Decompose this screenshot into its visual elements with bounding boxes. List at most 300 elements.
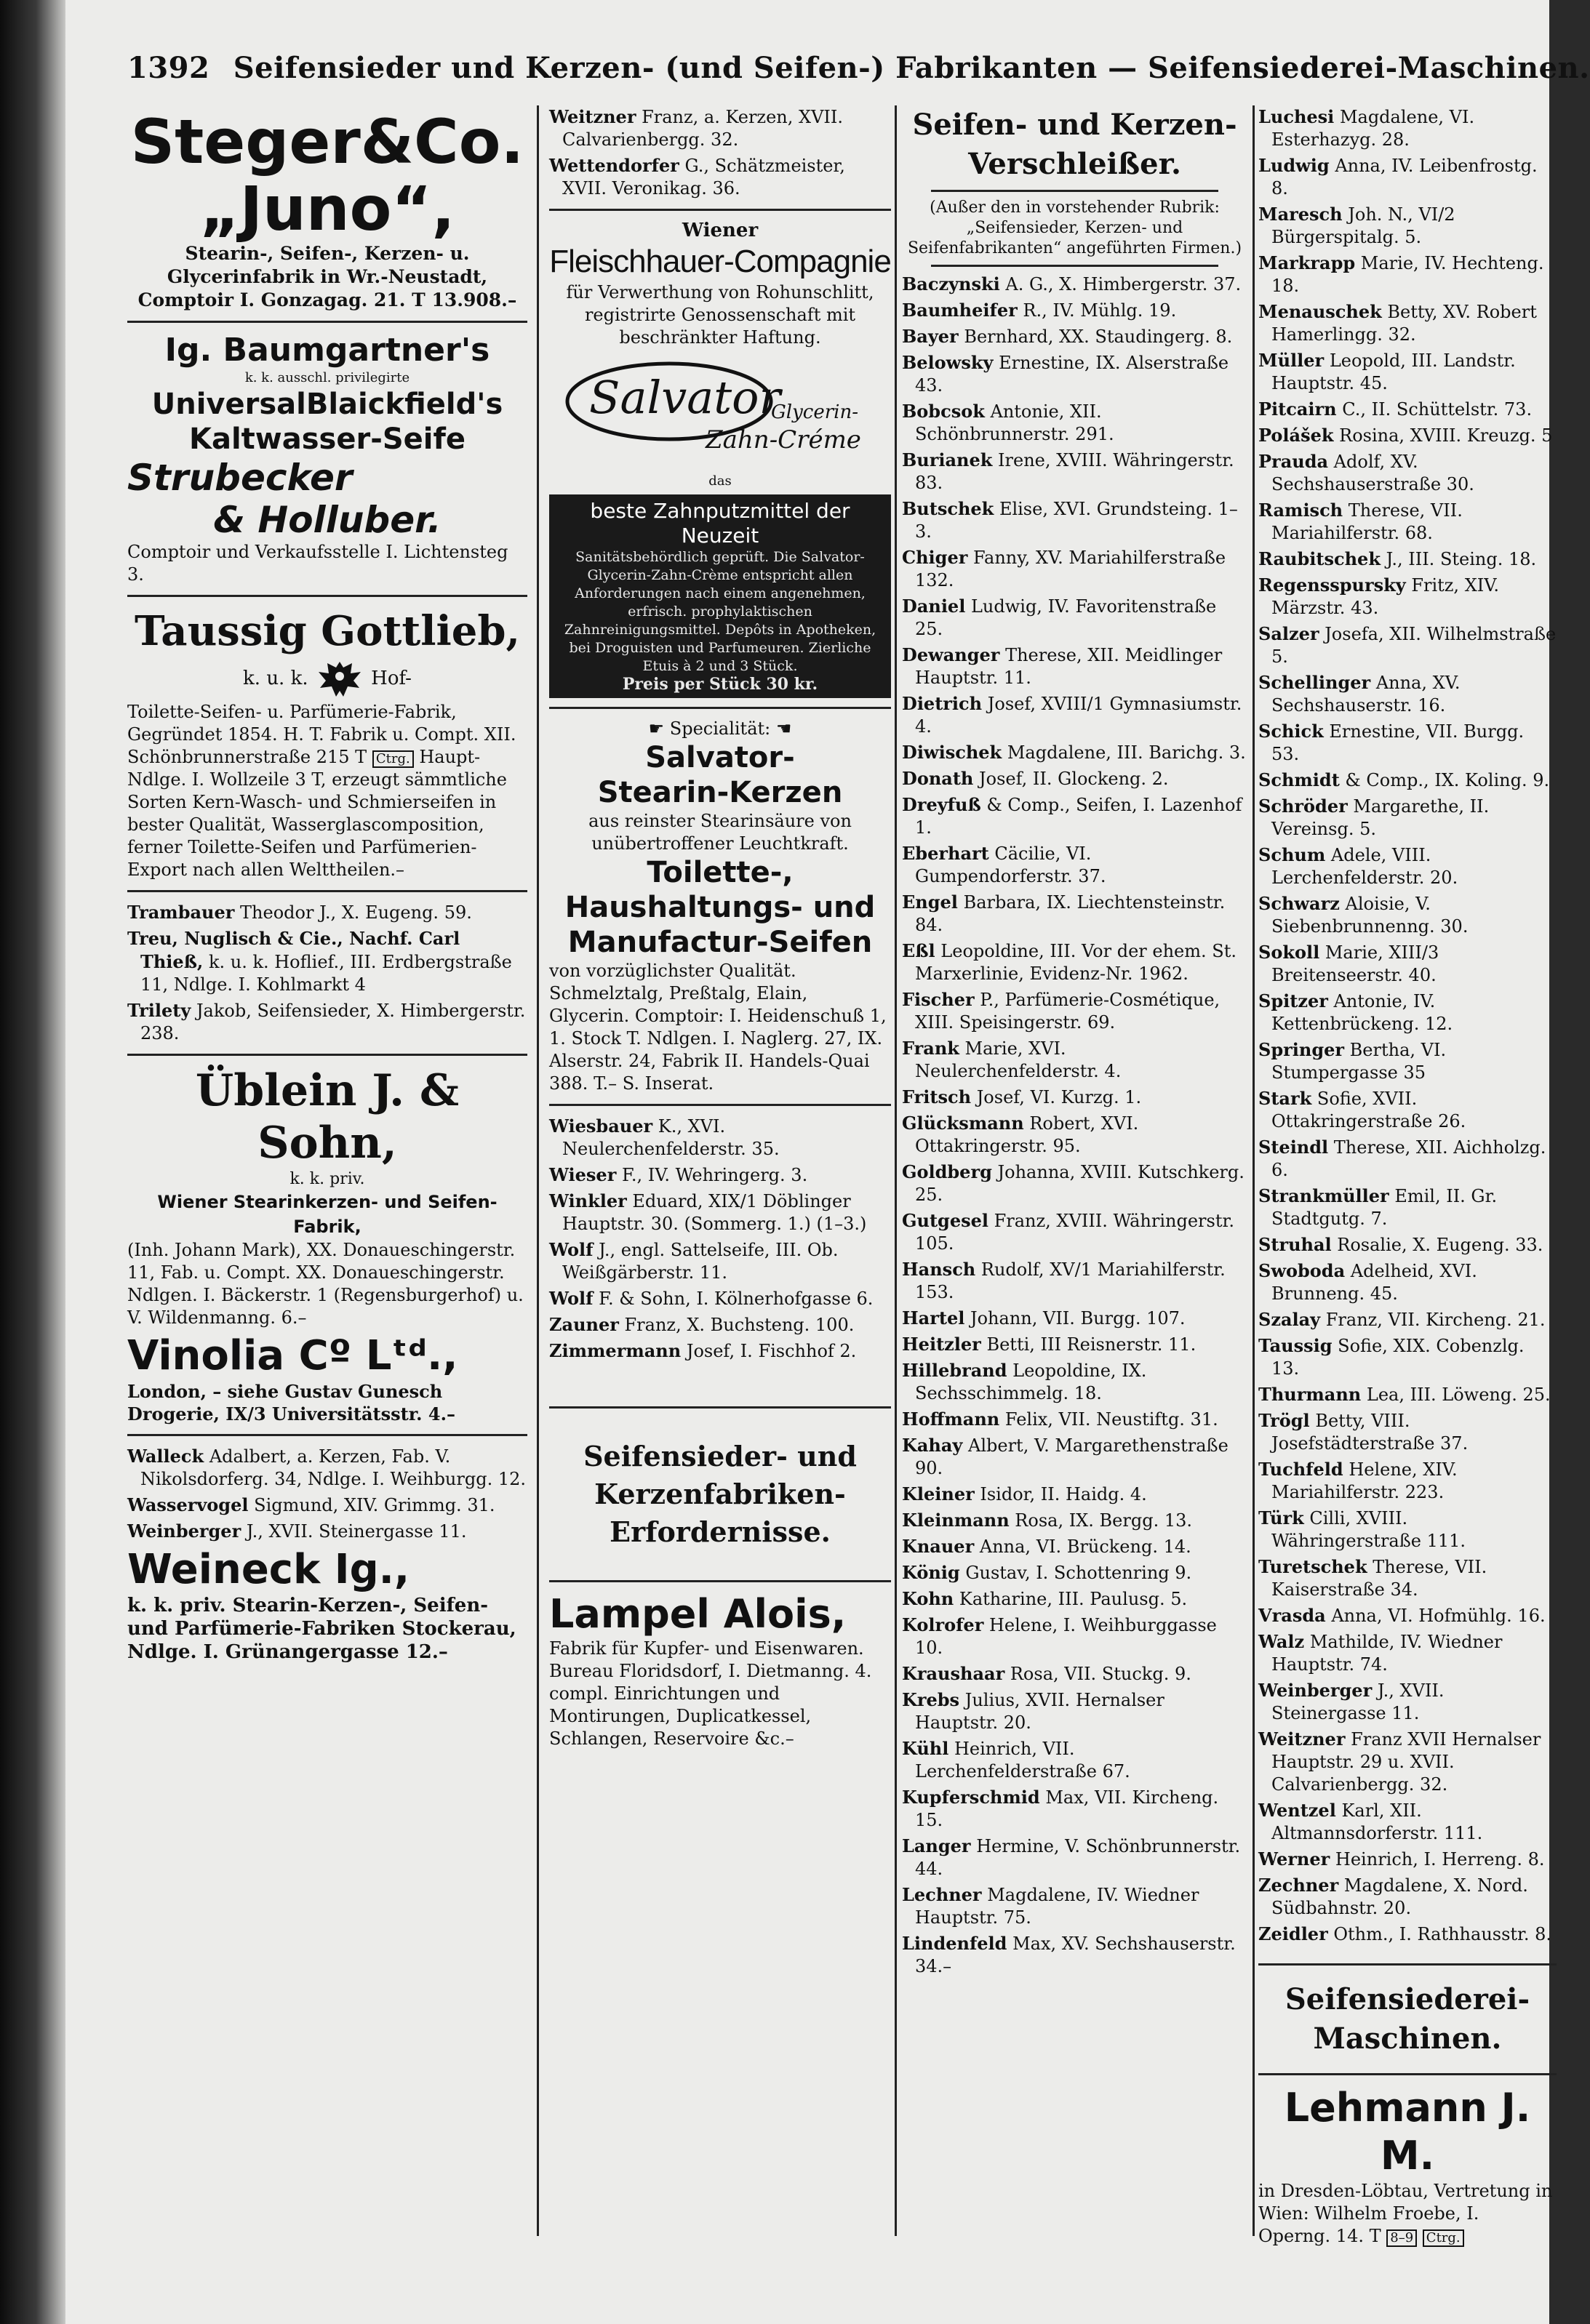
entry-address: Othm., I. Rathhausstr. 8. [1333, 1924, 1552, 1944]
entry-address: Helene, I. Weihburggasse 10. [915, 1615, 1217, 1658]
list-item: Wettendorfer G., Schätzmeister, XVII. Veronikag. 36. [549, 155, 845, 199]
entry-name: Springer [1258, 1039, 1345, 1060]
entry-address: Betty, VIII. Josefstädterstraße 37. [1271, 1411, 1469, 1454]
entry-address: Helene, XIV. Mariahilferstr. 223. [1271, 1459, 1458, 1502]
entry-address: Leopoldine, III. Vor der ehem. St. Marxerlinie, Evidenz-Nr. 1962. [915, 941, 1237, 984]
list-item [1258, 1630, 1557, 1676]
list-item [1258, 892, 1557, 938]
list-item [902, 644, 1247, 689]
entry-address: Rosalie, X. Eugeng. 33. [1337, 1235, 1543, 1255]
entry-name: Hoffmann [902, 1409, 1000, 1430]
entry-address: Heinrich, I. Herreng. 8. [1335, 1849, 1545, 1870]
entry-address: Bernhard, XX. Staudingerg. 8. [964, 326, 1233, 347]
entry-name: Spitzer [1258, 990, 1328, 1011]
ad-baumgartner [127, 332, 527, 586]
divider [931, 265, 1218, 267]
salvator-info-box [549, 494, 891, 698]
salvator-das: das [708, 473, 732, 489]
entry-name: Bayer [902, 326, 959, 347]
entry-name: Zechner [1258, 1875, 1339, 1896]
list-item [1258, 622, 1557, 668]
ad-lampel [549, 1591, 891, 1750]
entry-name: Baumheifer [902, 300, 1018, 321]
entry-name: Tuchfeld [1258, 1459, 1343, 1480]
list-item [902, 299, 1247, 322]
list-item [902, 1835, 1247, 1880]
entry-address: & Comp., IX. Koling. 9. [1345, 770, 1550, 790]
ad-specialty [549, 718, 891, 1095]
list-item: Zauner Franz, X. Buchsteng. 100. [549, 1314, 855, 1335]
entry-name: Stark [1258, 1088, 1312, 1109]
entry-address: Cäcilie, VI. Gumpendorferstr. 37. [915, 844, 1106, 886]
divider [127, 595, 527, 597]
entry-address: Rosa, IX. Bergg. 13. [1015, 1510, 1192, 1531]
list-item [1258, 1458, 1557, 1504]
telephone-badge: 8–9 [1386, 2229, 1417, 2247]
entry-address: Max, VII. Kircheng. 15. [915, 1787, 1219, 1830]
entry-address: Leopoldine, IX. Sechsschimmelg. 18. [915, 1361, 1147, 1403]
entry-name: Goldberg [902, 1161, 992, 1182]
list-item [1258, 1259, 1557, 1305]
entry-address: Betty, XV. Robert Hamerlingg. 32. [1271, 302, 1537, 345]
weineck-desc: k. k. priv. Stearin-Kerzen-, Seifen- und Parfümerie-Fabriken Stockerau, Ndlge. I. Grünangergasse 12.– [127, 1595, 516, 1663]
list-item [902, 325, 1247, 348]
divider [549, 1104, 891, 1106]
entry-address: Aloisie, V. Siebenbrunnenng. 30. [1271, 894, 1469, 937]
entry-name: Regensspursky [1258, 574, 1406, 596]
page-title: Seifensieder und Kerzen- (und Seifen-) Fabrikanten — Seifensiederei-Maschinen. [233, 51, 1590, 85]
entry-name: Kraushaar [902, 1663, 1005, 1684]
section-heading-verschleisser: Seifen- und Kerzen-Verschleißer. [912, 108, 1237, 181]
list-item [1258, 1409, 1557, 1455]
entry-address: Josef, II. Glockeng. 2. [979, 769, 1169, 789]
list-item [902, 1688, 1247, 1734]
entry-name: Ludwig [1258, 155, 1330, 176]
baumgartner-desc: Comptoir und Verkaufsstelle I. Lichtensteg 3. [127, 542, 508, 585]
divider [549, 1406, 891, 1409]
list-item: Weinberger J., XVII. Steinergasse 11. [127, 1520, 467, 1542]
list-item [902, 793, 1247, 839]
entry-name: Trögl [1258, 1410, 1310, 1431]
list-item: Wasservogel Sigmund, XIV. Grimmg. 31. [127, 1494, 495, 1515]
telephone-badge: Ctrg. [372, 750, 414, 768]
list-item [1258, 1604, 1557, 1627]
list-item [1258, 1334, 1557, 1380]
special-text1: aus reinster Stearinsäure von unübertroffener Leuchtkraft. [588, 811, 852, 854]
list-item [902, 988, 1247, 1034]
entry-address: Heinrich, VII. Lerchenfelderstraße 67. [915, 1739, 1130, 1782]
entry-name: Struhal [1258, 1234, 1332, 1255]
lehmann-name: Lehmann J. M. [1284, 2085, 1531, 2179]
entry-name: Taussig [1258, 1335, 1333, 1356]
page-number: 1392 [127, 51, 210, 85]
weineck-name: Weineck Ig., [127, 1546, 410, 1593]
special-line2: Stearin-Kerzen [597, 776, 843, 809]
list-item [1258, 1848, 1557, 1871]
entry-name: Szalay [1258, 1309, 1321, 1330]
entry-name: Eßl [902, 940, 935, 961]
entry-address: Isidor, II. Haidg. 4. [980, 1484, 1147, 1504]
list-item [1258, 1507, 1557, 1552]
divider [549, 707, 891, 709]
salvator-box-text: Sanitätsbehördlich geprüft. Die Salvator-Glycerin-Zahn-Crème entspricht allen Anforderungen nach einem angenehmen, erfrisch. prophylaktischen Zahnreinigungsmittel. Depôts in Apotheken, bei Droguisten und Parfumeuren. Zierliche Etuis à 2 und 3 Stück. [564, 549, 876, 674]
entry-address: Lea, III. Löweng. 25. [1366, 1385, 1551, 1405]
entry-address: Josef, VI. Kurzg. 1. [976, 1087, 1142, 1107]
entry-name: Walz [1258, 1631, 1305, 1652]
fleisch-name: Fleischhauer-Compagnie [549, 244, 891, 279]
list-item [1258, 574, 1557, 620]
list-item [902, 692, 1247, 738]
entry-name: Schwarz [1258, 893, 1340, 914]
list-item: Wiesbauer K., XVI. Neulerchenfelderstr. 35. [549, 1115, 780, 1159]
entry-address: Josef, XVIII/1 Gymnasiumstr. 4. [915, 694, 1242, 737]
entry-name: Pitcairn [1258, 398, 1337, 420]
list-item: Treu, Nuglisch & Cie., Nachf. Carl Thieß, k. u. k. Hoflief., III. Erdbergstraße 11, Ndlge. I. Kohlmarkt 4 [127, 928, 512, 995]
entry-name: Sokoll [1258, 942, 1320, 963]
entry-address: Robert, XVI. Ottakringerstr. 95. [915, 1113, 1139, 1156]
entry-name: Dewanger [902, 644, 1000, 665]
list-item [902, 1333, 1247, 1356]
entry-address: Rudolf, XV/1 Mariahilferstr. 153. [915, 1259, 1226, 1302]
entry-address: Adolf, XV. Sechshauserstraße 30. [1271, 452, 1474, 494]
entry-address: Marie, XIII/3 Breitenseerstr. 40. [1271, 942, 1439, 985]
list-item [902, 1483, 1247, 1506]
list-item [902, 1161, 1247, 1206]
entry-name: Kohn [902, 1588, 954, 1609]
entry-address: Karl, XII. Altmannsdorferstr. 111. [1271, 1800, 1483, 1843]
entry-name: Kleinmann [902, 1510, 1010, 1531]
lampel-name: Lampel Alois, [549, 1591, 847, 1637]
entry-name: Weinberger [1258, 1680, 1373, 1701]
entry-address: Antonie, XII. Schönbrunnerstr. 291. [915, 401, 1114, 444]
entry-address: Barbara, IX. Liechtensteinstr. 84. [915, 892, 1226, 935]
entry-name: Schellinger [1258, 672, 1371, 693]
entry-address: A. G., X. Himbergerstr. 37. [1005, 274, 1242, 294]
entry-address: Therese, VII. Kaiserstraße 34. [1271, 1557, 1487, 1600]
entries-col3 [902, 273, 1247, 1978]
list-item [1258, 252, 1557, 297]
entry-address: Anna, VI. Hofmühlg. 16. [1331, 1606, 1546, 1626]
entry-name: Belowsky [902, 352, 994, 373]
taussig-suffix: Hof- [371, 668, 412, 689]
entry-address: Antonie, IV. Kettenbrückeng. 12. [1271, 991, 1453, 1034]
section-note: (Außer den in vorstehender Rubrik: „Seifensieder, Kerzen- und Seifenfabrikanten“ angeführten Firmen.) [907, 199, 1242, 257]
entry-address: C., II. Schüttelstr. 73. [1342, 399, 1533, 420]
list-item: Trilety Jakob, Seifensieder, X. Himbergerstr. 238. [127, 1000, 526, 1043]
list-item [902, 891, 1247, 937]
entry-name: Lechner [902, 1884, 982, 1905]
entry-name: Dietrich [902, 693, 983, 714]
column-3 [902, 105, 1247, 2236]
entry-name: Langer [902, 1835, 971, 1856]
entry-address: Emil, II. Gr. Stadtgutg. 7. [1271, 1186, 1498, 1229]
list-item [1258, 720, 1557, 766]
list-item [1258, 990, 1557, 1035]
entry-name: Glücksmann [902, 1113, 1024, 1134]
list-item [902, 1737, 1247, 1783]
entry-name: Bobcsok [902, 401, 985, 422]
list-item [902, 273, 1247, 296]
entry-name: Kahay [902, 1435, 963, 1456]
steger-name: Steger&Co. [130, 106, 524, 177]
list-item [902, 1535, 1247, 1558]
taussig-desc2-text: Haupt-Ndlge. I. Wollzeile 3 T, erzeugt sämmtliche Sorten Kern-Wasch- und Schmierseifen in bester Qualität, Wasserglascomposition, ferner Toilette-Seifen und Parfümerien-Export nach allen Welttheilen.– [127, 747, 507, 880]
list-item [902, 1408, 1247, 1431]
entry-name: Prauda [1258, 451, 1329, 472]
entry-name: Vrasda [1258, 1605, 1326, 1626]
salvator-box-title: beste Zahnputzmittel der Neuzeit [590, 499, 850, 548]
salvator-sub2: Zahn-Créme [706, 425, 861, 454]
entry-address: Max, XV. Sechshauserstr. 34.– [915, 1934, 1236, 1976]
lampel-desc: Fabrik für Kupfer- und Eisenwaren. Bureau Floridsdorf, I. Dietmanng. 4. compl. Einrichtungen und Montirungen, Duplicatkessel, Schlangen, Reservoire &c.– [549, 1638, 872, 1749]
entry-address: P., Parfümerie-Cosmétique, XIII. Speisingerstr. 69. [915, 990, 1221, 1033]
list-item [902, 1614, 1247, 1659]
section-heading-maschinen: Seifensiederei-Maschinen. [1285, 1982, 1530, 2056]
pointing-hand-icon: ☚ [775, 718, 792, 739]
list-item [902, 1509, 1247, 1532]
entry-address: Therese, XII. Meidlinger Hauptstr. 11. [915, 645, 1223, 688]
list-item [1258, 795, 1557, 841]
list-item: Zimmermann Josef, I. Fischhof 2. [549, 1340, 857, 1361]
entry-name: Gutgesel [902, 1210, 988, 1231]
entry-address: Mathilde, IV. Wiedner Hauptstr. 74. [1271, 1632, 1503, 1675]
entry-address: Marie, XVI. Neulerchenfelderstr. 4. [915, 1038, 1122, 1081]
entry-address: Magdalene, IV. Wiedner Hauptstr. 75. [915, 1885, 1199, 1928]
book-binding-shadow [0, 0, 65, 2324]
entry-name: König [902, 1562, 960, 1583]
list-item [1258, 154, 1557, 200]
list-item [1258, 1799, 1557, 1845]
entry-name: Steindl [1258, 1137, 1329, 1158]
column-rule [1253, 105, 1255, 2236]
entry-name: Ramisch [1258, 500, 1343, 521]
entry-name: Kolrofer [902, 1614, 984, 1635]
list-item [902, 939, 1247, 985]
vinolia-desc: London, – siehe Gustav Gunesch Drogerie, IX/3 Universitätsstr. 4.– [127, 1381, 455, 1425]
list-item [1258, 1087, 1557, 1133]
ublein-factory: Wiener Stearinkerzen- und Seifen-Fabrik, [157, 1192, 498, 1237]
entry-address: R., IV. Mühlg. 19. [1023, 300, 1177, 321]
entry-name: Raubitschek [1258, 548, 1381, 569]
entry-address: Leopold, III. Landstr. Hauptstr. 45. [1271, 350, 1516, 393]
entry-name: Müller [1258, 350, 1325, 371]
list-item: Wolf F. & Sohn, I. Kölnerhofgasse 6. [549, 1288, 874, 1309]
list-item [902, 449, 1247, 494]
entries-col1-a [127, 901, 527, 1045]
list-item [1258, 1874, 1557, 1920]
entry-name: Fischer [902, 989, 975, 1010]
entry-name: Knauer [902, 1536, 975, 1557]
list-item [1258, 1233, 1557, 1257]
entry-name: Lindenfeld [902, 1933, 1007, 1954]
ad-fleischhauer [549, 220, 891, 349]
vinolia-name: Vinolia Cº Lᵗᵈ., [127, 1332, 458, 1379]
entry-name: Wentzel [1258, 1800, 1336, 1821]
baumgartner-firm2: & Holluber. [213, 499, 442, 541]
baumgartner-product1: UniversalBlaickfield's [151, 388, 503, 421]
list-item: Weitzner Franz, a. Kerzen, XVII. Calvarienbergg. 32. [549, 106, 843, 150]
list-item [902, 1258, 1247, 1304]
entry-address: Gustav, I. Schottenring 9. [965, 1563, 1192, 1583]
list-item [1258, 671, 1557, 717]
ad-weineck [127, 1546, 527, 1664]
list-item [1258, 548, 1557, 571]
entry-address: Katharine, III. Paulusg. 5. [959, 1589, 1188, 1609]
ad-vinolia [127, 1332, 527, 1425]
entry-name: Kleiner [902, 1483, 975, 1504]
steger-brand: „Juno“, [199, 173, 455, 244]
divider [549, 1580, 891, 1582]
ublein-priv: k. k. priv. [289, 1170, 365, 1188]
entry-name: Schröder [1258, 796, 1348, 817]
entry-address: Cilli, XVIII. Währingerstraße 111. [1271, 1508, 1466, 1551]
entry-address: Sofie, XVII. Ottakringerstraße 26. [1271, 1089, 1466, 1131]
entry-address: Julius, XVII. Hernalser Hauptstr. 20. [915, 1690, 1164, 1733]
list-item [902, 1359, 1247, 1405]
list-item [902, 1434, 1247, 1480]
list-item [1258, 1728, 1557, 1796]
entry-name: Turetschek [1258, 1556, 1367, 1577]
entry-address: Fritz, XIV. Märzstr. 43. [1271, 575, 1500, 618]
ad-steger [127, 108, 527, 312]
column-1 [127, 105, 527, 2236]
telephone-badge: Ctrg. [1423, 2229, 1464, 2247]
list-item [902, 1786, 1247, 1832]
entry-name: Türk [1258, 1507, 1304, 1528]
entries-col1-b [127, 1445, 527, 1543]
entry-name: Polášek [1258, 425, 1334, 446]
entry-name: Baczynski [902, 273, 1000, 294]
list-item [1258, 424, 1557, 447]
list-item [902, 1561, 1247, 1584]
entry-name: Weitzner [1258, 1728, 1346, 1750]
list-item [902, 351, 1247, 397]
salvator-logo-text: Salvator [589, 371, 781, 424]
entry-address: Magdalene, III. Barichg. 3. [1007, 742, 1246, 763]
ad-lehmann [1258, 2084, 1557, 2248]
list-item [902, 1209, 1247, 1255]
entry-name: Menauschek [1258, 301, 1382, 322]
entry-address: Franz XVII Hernalser Hauptstr. 29 u. XVII. Calvarienbergg. 32. [1271, 1729, 1541, 1795]
entry-name: Schick [1258, 721, 1324, 742]
entry-name: Swoboda [1258, 1260, 1346, 1281]
list-item [1258, 300, 1557, 346]
divider [1258, 2073, 1557, 2075]
ublein-desc: (Inh. Johann Mark), XX. Donaueschingerstr. 11, Fab. u. Compt. XX. Donaueschingerstr. Ndlgen. I. Bäckerstr. 1 (Regensburgerhof) u. V. Wildenmanng. 6.– [127, 1240, 524, 1328]
entries-col4 [1258, 105, 1557, 1946]
entry-name: Strankmüller [1258, 1185, 1389, 1206]
list-item [1258, 398, 1557, 421]
entry-name: Donath [902, 768, 974, 789]
list-item [902, 1086, 1247, 1109]
lehmann-desc: in Dresden-Löbtau, Vertretung in Wien: Wilhelm Froebe, I. Operng. 14. T [1258, 2181, 1553, 2246]
entry-name: Markrapp [1258, 252, 1356, 273]
entry-address: Ludwig, IV. Favoritenstraße 25. [915, 596, 1217, 639]
special-line1: Salvator- [645, 741, 795, 774]
divider [931, 190, 1218, 192]
entry-name: Diwischek [902, 742, 1002, 763]
entry-address: Bertha, VI. Stumpergasse 35 [1271, 1040, 1447, 1083]
fleisch-pre: Wiener [682, 220, 759, 241]
divider [127, 890, 527, 892]
list-item [902, 1112, 1247, 1158]
list-item [1258, 1679, 1557, 1725]
entry-name: Burianek [902, 449, 993, 470]
pointing-hand-icon: ☛ [648, 718, 665, 739]
list-item [902, 546, 1247, 592]
entry-address: Margarethe, II. Vereinsg. 5. [1271, 796, 1490, 839]
ad-ublein [127, 1065, 527, 1329]
entry-address: Adele, VIII. Lerchenfelderstr. 20. [1271, 845, 1458, 888]
entry-name: Werner [1258, 1848, 1330, 1870]
list-item [1258, 941, 1557, 987]
entry-address: Elise, XVI. Grundsteing. 1–3. [915, 499, 1238, 542]
entry-address: Irene, XVIII. Währingerstr. 83. [915, 450, 1234, 493]
list-item [1258, 1308, 1557, 1331]
list-item [902, 497, 1247, 543]
divider [127, 321, 527, 323]
entry-name: Schum [1258, 844, 1326, 865]
entry-address: Sofie, XIX. Cobenzlg. 13. [1271, 1336, 1525, 1379]
entry-address: Johann, VII. Burgg. 107. [970, 1308, 1186, 1329]
special-label: Specialität: [669, 718, 771, 739]
entry-name: Thurmann [1258, 1384, 1362, 1405]
entry-name: Chiger [902, 547, 968, 568]
list-item [1258, 450, 1557, 496]
entry-name: Engel [902, 891, 958, 913]
entry-name: Luchesi [1258, 106, 1335, 127]
list-item [1258, 844, 1557, 889]
list-item [1258, 1185, 1557, 1230]
entry-name: Butschek [902, 498, 994, 519]
list-item [1258, 499, 1557, 545]
entry-address: Fanny, XV. Mariahilferstraße 132. [915, 548, 1226, 590]
list-item [902, 1307, 1247, 1330]
list-item [902, 1037, 1247, 1083]
list-item [902, 1662, 1247, 1686]
special-line5: Manufactur-Seifen [567, 926, 873, 959]
list-item [1258, 1038, 1557, 1084]
list-item [1258, 1555, 1557, 1601]
entry-address: Marie, IV. Hechteng. 18. [1271, 253, 1544, 296]
special-line3: Toilette-, [647, 856, 794, 889]
list-item [1258, 1923, 1557, 1946]
entry-address: Magdalene, X. Nord. Südbahnstr. 20. [1271, 1875, 1528, 1918]
column-2 [549, 105, 891, 2236]
salvator-price: Preis per Stück 30 kr. [622, 675, 818, 694]
entry-name: Eberhart [902, 843, 989, 864]
entry-address: J., III. Steing. 18. [1386, 549, 1537, 569]
list-item [1258, 1136, 1557, 1182]
entry-name: Kühl [902, 1738, 949, 1759]
entry-address: Josefa, XII. Wilhelmstraße 5. [1271, 624, 1557, 667]
baumgartner-firm1: Strubecker [127, 457, 353, 499]
entry-address: Therese, XII. Aichholzg. 6. [1271, 1137, 1546, 1180]
list-item [902, 1587, 1247, 1611]
list-item: Wolf J., engl. Sattelseife, III. Ob. Weißgärberstr. 11. [549, 1239, 839, 1283]
lehmann-desc-row [1258, 2180, 1557, 2248]
taussig-prefix: k. u. k. [243, 668, 308, 689]
entry-address: Magdalene, VI. Esterhazyg. 28. [1271, 107, 1475, 150]
divider [1258, 1963, 1557, 1966]
taussig-name: Taussig Gottlieb, [134, 607, 521, 655]
list-item [1258, 203, 1557, 249]
list-item [902, 741, 1247, 764]
salvator-logo [560, 356, 880, 465]
entry-address: Adelheid, XVI. Brunneng. 45. [1271, 1261, 1477, 1304]
entry-address: Felix, VII. Neustiftg. 31. [1004, 1409, 1218, 1430]
baumgartner-priv: k. k. ausschl. privilegirte [244, 370, 410, 385]
